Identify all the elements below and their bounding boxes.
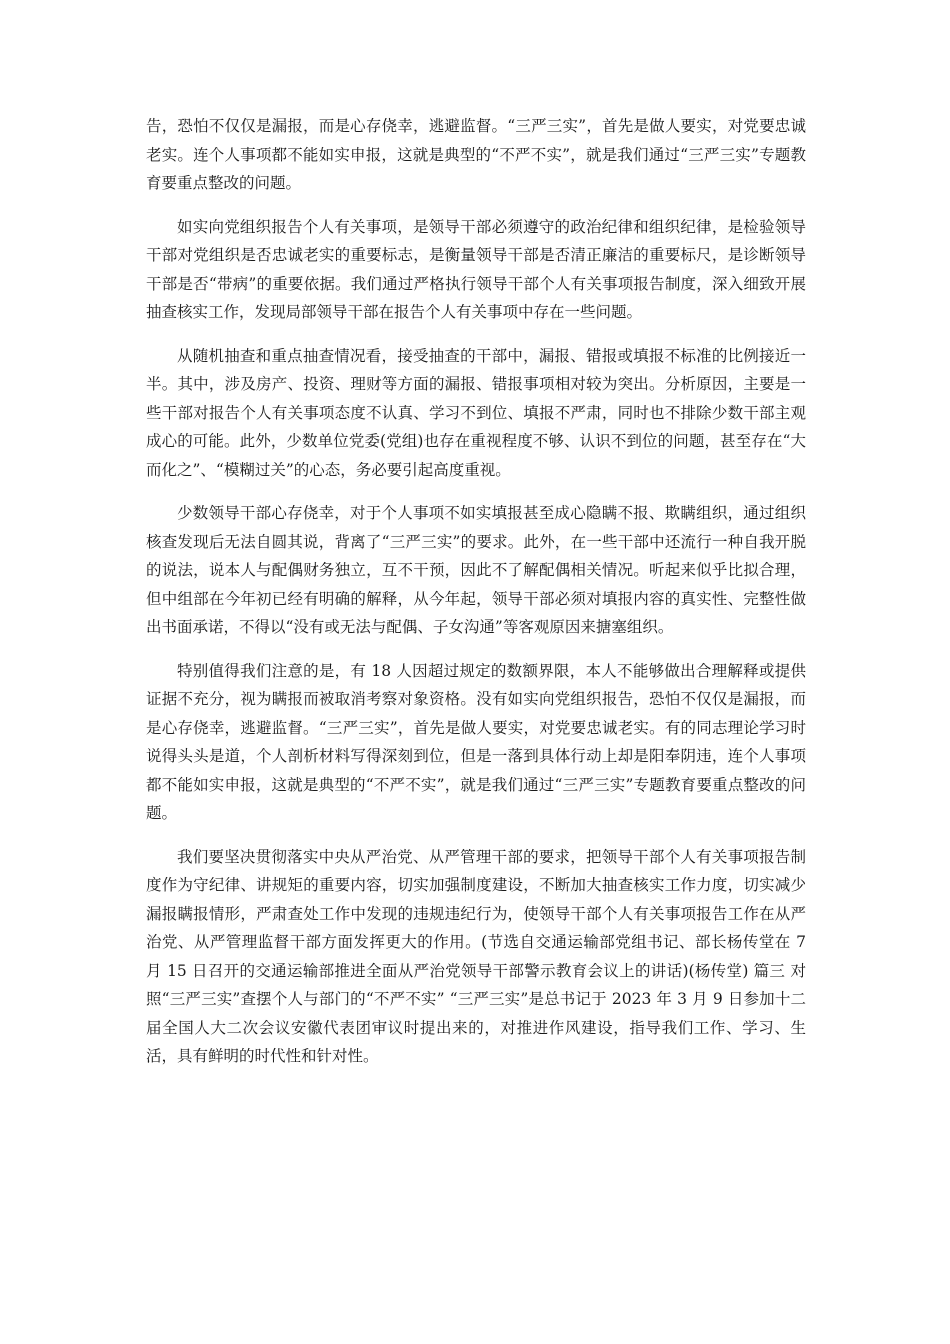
paragraph: 如实向党组织报告个人有关事项，是领导干部必须遵守的政治纪律和组织纪律，是检验领导干部对党组织是否忠诚老实的重要标志，是衡量领导干部是否清正廉洁的重要标尺，是诊断领导干部是否“带病”的重要依据。我们通过严格执行领导干部个人有关事项报告制度，深入细致开展抽查核实工作，发现局部领导干部在报告个人有关事项中存在一些问题。 <box>146 217 806 321</box>
paragraph: 从随机抽查和重点抽查情况看，接受抽查的干部中，漏报、错报或填报不标准的比例接近一半。其中，涉及房产、投资、理财等方面的漏报、错报事项相对较为突出。分析原因，主要是一些干部对报告个人有关事项态度不认真、学习不到位、填报不严肃，同时也不排除少数干部主观成心的可能。此外，少数单位党委(党组)也存在重视程度不够、认识不到位的问题，甚至存在“大而化之”、“模糊过关”的心态，务必要引起高度重视。 <box>146 346 806 479</box>
paragraph: 我们要坚决贯彻落实中央从严治党、从严管理干部的要求，把领导干部个人有关事项报告制度作为守纪律、讲规矩的重要内容，切实加强制度建设，不断加大抽查核实工作力度，切实减少漏报瞒报情形，严肃查处工作中发现的违规违纪行为，使领导干部个人有关事项报告工作在从严治党、从严管理监督干部方面发挥更大的作用。(节选自交通运输部党组书记、部长杨传堂在 7 月 15 日召开的交通运输部推进全面从严治党领导干部警示教育会议上的讲话)(杨传堂) 篇三 对照“三严三实”查摆个人与部门的“不严不实” “三严三实”是总书记于 2023 年 3 月 9 日参加十二届全国人大二次会议安徽代表团审议时提出来的，对推进作风建设，指导我们工作、学习、生活，具有鲜明的时代性和针对性。 <box>146 847 806 1065</box>
document-body <box>146 112 806 1086</box>
paragraph: 少数领导干部心存侥幸，对于个人事项不如实填报甚至成心隐瞒不报、欺瞒组织，通过组织核查发现后无法自圆其说，背离了“三严三实”的要求。此外，在一些干部中还流行一种自我开脱的说法，说本人与配偶财务独立，互不干预，因此不了解配偶相关情况。听起来似乎比拟合理，但中组部在今年初已经有明确的解释，从今年起，领导干部必须对填报内容的真实性、完整性做出书面承诺，不得以“没有或无法与配偶、子女沟通”等客观原因来搪塞组织。 <box>146 504 806 636</box>
paragraph-continuation: 告，恐怕不仅仅是漏报，而是心存侥幸，逃避监督。“三严三实”，首先是做人要实，对党要忠诚老实。连个人事项都不能如实申报，这就是典型的“不严不实”，就是我们通过“三严三实”专题教育要重点整改的问题。 <box>146 117 806 192</box>
paragraph: 特别值得我们注意的是，有 18 人因超过规定的数额界限，本人不能够做出合理解释或提供证据不充分，视为瞒报而被取消考察对象资格。没有如实向党组织报告，恐怕不仅仅是漏报，而是心存侥幸，逃避监督。“三严三实”，首先是做人要实，对党要忠诚老实。有的同志理论学习时说得头头是道，个人剖析材料写得深刻到位，但是一落到具体行动上却是阳奉阴违，连个人事项都不能如实申报，这就是典型的“不严不实”，就是我们通过“三严三实”专题教育要重点整改的问题。 <box>146 661 806 822</box>
